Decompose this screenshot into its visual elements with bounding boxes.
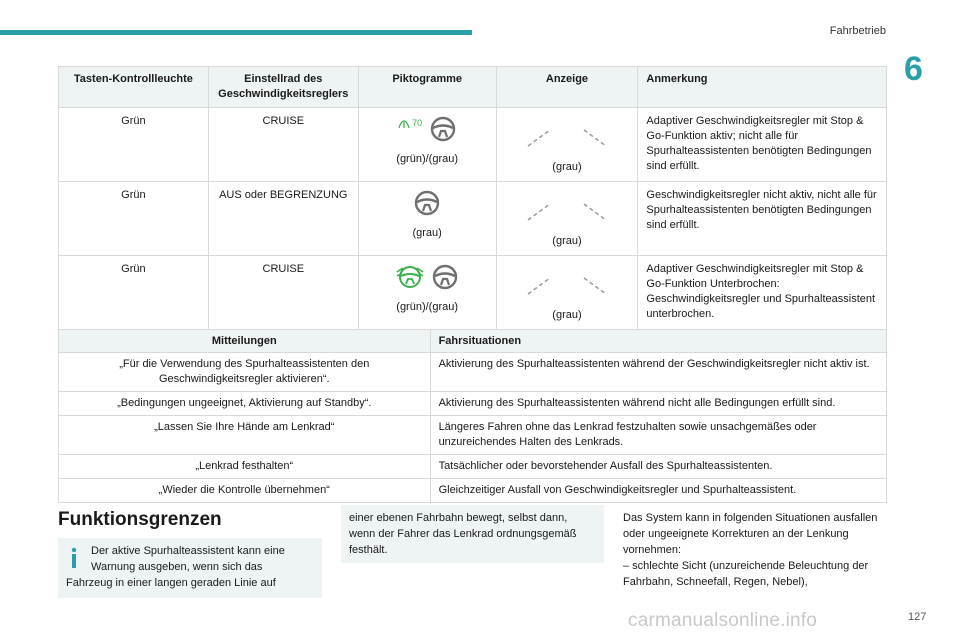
watermark: carmanualsonline.info bbox=[628, 610, 818, 631]
cell-situation: Längeres Fahren ohne das Lenkrad festzuhalten sowie unsachgemäßes oder unzureichendes Halten des Lenkrads. bbox=[430, 416, 886, 455]
table-row bbox=[59, 416, 887, 455]
table-row bbox=[59, 392, 887, 416]
limits-intro: Das System kann in folgenden Situationen ausfallen oder ungeeignete Korrekturen an der Lenkung vornehmen: bbox=[623, 512, 878, 556]
pictogram-caption: (grün)/(grau) bbox=[396, 301, 459, 313]
cell-wheel: CRUISE bbox=[208, 256, 358, 330]
cell-message: „Lenkrad festhalten“ bbox=[59, 455, 431, 479]
section-title: Fahrbetrieb bbox=[829, 25, 886, 37]
col-header-pictogram: Piktogramme bbox=[358, 67, 496, 108]
cell-note: Geschwindigkeitsregler nicht aktiv, nicht alle für Spurhalteassistenten benötigten Bedingungen sind erfüllt. bbox=[638, 182, 887, 256]
lane-left-icon bbox=[526, 122, 552, 152]
table-row bbox=[59, 353, 887, 392]
table-row bbox=[59, 455, 887, 479]
lane-right-icon bbox=[582, 270, 608, 300]
page-number: 127 bbox=[908, 611, 927, 623]
table-row bbox=[59, 479, 887, 503]
info-line-3: Fahrzeug in einer langen geraden Linie auf bbox=[66, 577, 276, 589]
chapter-number: 6 bbox=[904, 50, 923, 88]
cell-light: Grün bbox=[59, 256, 209, 330]
info-box bbox=[58, 538, 322, 598]
display-caption: (grau) bbox=[552, 309, 582, 321]
steering-wheel-grey-icon bbox=[414, 190, 440, 221]
col-header-situations: Fahrsituationen bbox=[430, 330, 886, 353]
cell-message: „Wieder die Kontrolle übernehmen“ bbox=[59, 479, 431, 503]
table-row bbox=[59, 108, 887, 182]
lane-right-icon bbox=[582, 122, 608, 152]
cell-light: Grün bbox=[59, 108, 209, 182]
messages-table-header bbox=[59, 330, 887, 353]
cell-display bbox=[496, 108, 638, 182]
limits-item: – schlechte Sicht (unzureichende Beleuchtung der Fahrbahn, Schneefall, Regen, Nebel), bbox=[623, 560, 869, 588]
info-box-continued: einer ebenen Fahrbahn bewegt, selbst dann, wenn der Fahrer das Lenkrad ordnungsgemäß festhält. bbox=[341, 505, 604, 563]
pictogram-caption: (grau) bbox=[412, 227, 442, 239]
indicator-table-header bbox=[59, 67, 887, 108]
cell-pictogram bbox=[358, 256, 496, 330]
pictogram-caption: (grün)/(grau) bbox=[396, 153, 459, 165]
info-line-1: Der aktive Spurhalteassistent kann eine bbox=[91, 545, 285, 557]
cell-pictogram bbox=[358, 182, 496, 256]
cell-pictogram bbox=[358, 108, 496, 182]
cell-wheel: CRUISE bbox=[208, 108, 358, 182]
cell-display bbox=[496, 256, 638, 330]
messages-table bbox=[58, 329, 887, 503]
table-row bbox=[59, 182, 887, 256]
cell-note: Adaptiver Geschwindigkeitsregler mit Stop & Go-Funktion aktiv; nicht alle für Spurhalteassistenten benötigten Bedingungen sind erfüllt. bbox=[638, 108, 887, 182]
info-icon bbox=[66, 547, 82, 569]
info-line-2: Warnung ausgeben, wenn sich das bbox=[91, 561, 263, 573]
cell-message: „Lassen Sie Ihre Hände am Lenkrad“ bbox=[59, 416, 431, 455]
cell-situation: Tatsächlicher oder bevorstehender Ausfall des Spurhalteassistenten. bbox=[430, 455, 886, 479]
lane-left-icon bbox=[526, 196, 552, 226]
col-header-light: Tasten-Kontrollleuchte bbox=[59, 67, 209, 108]
indicator-table bbox=[58, 66, 887, 330]
display-caption: (grau) bbox=[552, 235, 582, 247]
steering-wheel-grey-icon bbox=[432, 264, 458, 295]
cell-note: Adaptiver Geschwindigkeitsregler mit Stop & Go-Funktion Unterbrochen: Geschwindigkeitsregler und Spurhalteassistent unterbrochen. bbox=[638, 256, 887, 330]
cell-situation: Aktivierung des Spurhalteassistenten während der Geschwindigkeitsregler nicht aktiv ist. bbox=[430, 353, 886, 392]
steering-wheel-grey-icon bbox=[430, 116, 456, 147]
cell-message: „Bedingungen ungeeignet, Aktivierung auf Standby“. bbox=[59, 392, 431, 416]
cell-situation: Aktivierung des Spurhalteassistenten während nicht alle Bedingungen erfüllt sind. bbox=[430, 392, 886, 416]
col-header-messages: Mitteilungen bbox=[59, 330, 431, 353]
col-header-note: Anmerkung bbox=[638, 67, 887, 108]
display-caption: (grau) bbox=[552, 161, 582, 173]
cell-wheel: AUS oder BEGRENZUNG bbox=[208, 182, 358, 256]
limits-text-column bbox=[623, 510, 887, 590]
cell-message: „Für die Verwendung des Spurhalteassistenten den Geschwindigkeitsregler aktivieren“. bbox=[59, 353, 431, 392]
cell-light: Grün bbox=[59, 182, 209, 256]
cell-situation: Gleichzeitiger Ausfall von Geschwindigkeitsregler und Spurhalteassistent. bbox=[430, 479, 886, 503]
table-row bbox=[59, 256, 887, 330]
steering-wheel-hands-green-icon bbox=[396, 264, 424, 295]
col-header-wheel: Einstellrad des Geschwindigkeitsreglers bbox=[208, 67, 358, 108]
green-steering-limit-icon bbox=[398, 116, 422, 131]
top-accent-bar bbox=[0, 30, 472, 35]
cell-display bbox=[496, 182, 638, 256]
speed-value: 70 bbox=[412, 118, 423, 128]
lane-left-icon bbox=[526, 270, 552, 300]
lane-right-icon bbox=[582, 196, 608, 226]
limits-heading: Funktionsgrenzen bbox=[58, 509, 222, 530]
col-header-display: Anzeige bbox=[496, 67, 638, 108]
